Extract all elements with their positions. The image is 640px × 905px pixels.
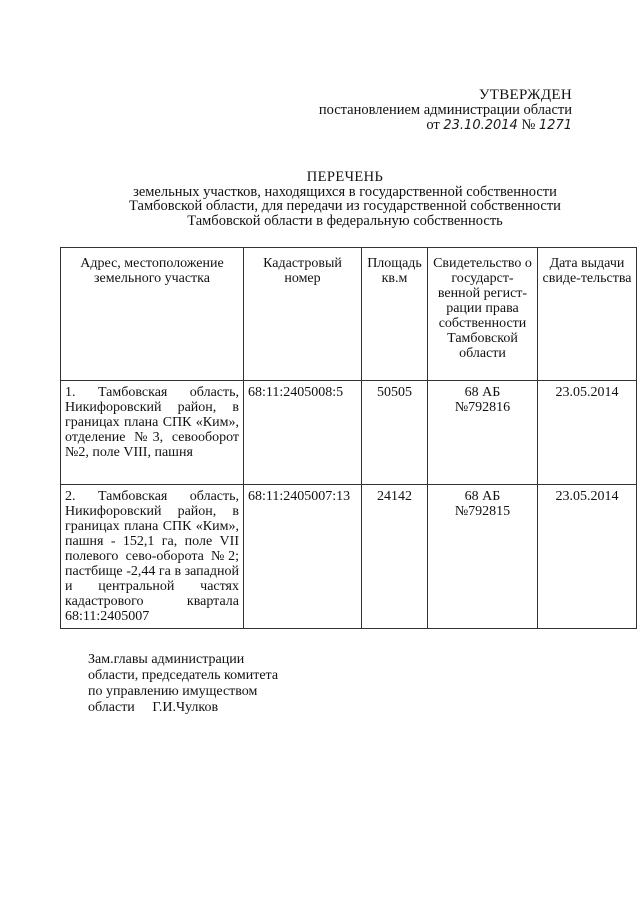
cert-number: №792816 — [454, 400, 511, 415]
header-area: Площадь кв.м — [362, 248, 428, 381]
signature-line-2: области, председатель комитета — [88, 668, 279, 683]
signature-line-1: Зам.главы администрации — [88, 652, 245, 667]
cell-cadastral: 68:11:2405007:13 — [244, 485, 362, 629]
header-address: Адрес, местоположение земельного участка — [61, 248, 244, 381]
cell-area: 50505 — [362, 381, 428, 485]
approval-line: постановлением администрации области — [318, 102, 572, 118]
cert-series: 68 АБ — [464, 385, 501, 400]
table-header-row — [61, 248, 637, 381]
signature-prefix: области — [88, 700, 135, 715]
approval-block — [252, 88, 572, 133]
handwritten-number: 1271 — [538, 118, 572, 133]
signature-line-3: по управлению имуществом — [88, 684, 258, 699]
cell-date: 23.05.2014 — [538, 381, 637, 485]
table-row — [61, 485, 637, 629]
heading-line-2: Тамбовской области, для передачи из государственной собственности — [129, 198, 561, 214]
cell-cadastral: 68:11:2405008:5 — [244, 381, 362, 485]
document-title: ПЕРЕЧЕНЬ — [306, 169, 384, 185]
document-heading — [60, 170, 630, 228]
cell-address: 2. Тамбовская область, Никифоровский район, в границах плана СПК «Ким», пашня - 152,1 га, поле VII полевого сево-оборота №2; пастбище -2,44 га в западной и центральной частях кадастрового квартала 68:11:2405007 — [61, 485, 244, 629]
header-cadastral: Кадастровый номер — [244, 248, 362, 381]
cell-area: 24142 — [362, 485, 428, 629]
heading-line-1: земельных участков, находящихся в государственной собственности — [133, 183, 557, 200]
signature-line-4 — [88, 700, 278, 716]
cell-certificate — [428, 381, 538, 485]
header-certificate: Свидетельство о государст-венной регист-рации права собственности Тамбовской области — [428, 248, 538, 381]
cell-date: 23.05.2014 — [538, 485, 637, 629]
from-label: от — [426, 117, 440, 133]
handwritten-date: 23.10.2014 — [443, 118, 518, 133]
approval-title: УТВЕРЖДЕН — [478, 87, 572, 103]
heading-line-3: Тамбовской области в федеральную собственность — [187, 212, 503, 229]
header-date: Дата выдачи свиде-тельства — [538, 248, 637, 381]
land-plots-table — [60, 247, 637, 629]
cell-address: 1. Тамбовская область, Никифоровский район, в границах плана СПК «Ким», отделение №3, севооборот №2, поле VIII, пашня — [61, 381, 244, 485]
approval-meta — [426, 118, 572, 133]
cert-number: №792815 — [454, 504, 511, 519]
table-row — [61, 381, 637, 485]
signature-block — [88, 652, 278, 716]
cert-series: 68 АБ — [464, 489, 501, 504]
cell-certificate — [428, 485, 538, 629]
signatory-name: Г.И.Чулков — [152, 700, 219, 715]
number-label: № — [521, 117, 536, 133]
